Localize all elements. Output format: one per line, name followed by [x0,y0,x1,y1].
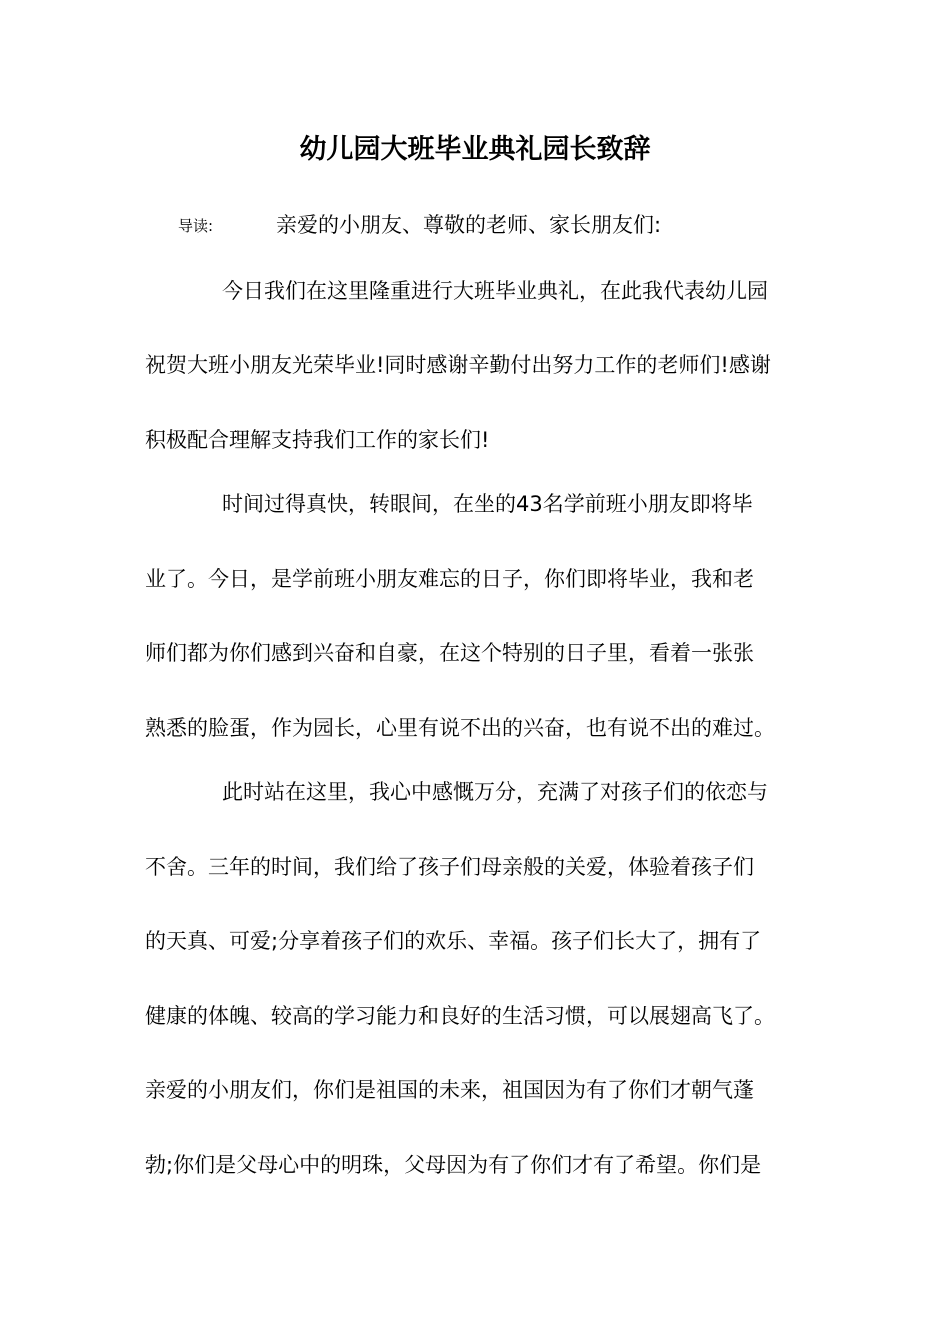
paragraph-line: 今日我们在这里隆重进行大班毕业典礼，在此我代表幼儿园 [222,279,768,303]
document-title: 幼儿园大班毕业典礼园长致辞 [299,134,651,165]
paragraph-line: 健康的体魄、较高的学习能力和良好的生活习惯，可以展翅高飞了。 [145,1004,775,1028]
paragraph-line: 熟悉的脸蛋，作为园长，心里有说不出的兴奋，也有说不出的难过。 [145,716,775,740]
paragraph-line: 业了。今日，是学前班小朋友难忘的日子，你们即将毕业，我和老 [145,567,754,591]
paragraph-line: 的天真、可爱;分享着孩子们的欢乐、幸福。孩子们长大了，拥有了 [145,929,762,953]
greeting-line: 亲爱的小朋友、尊敬的老师、家长朋友们: [276,213,662,237]
paragraph-line: 此时站在这里，我心中感慨万分，充满了对孩子们的依恋与 [222,780,768,804]
paragraph-line: 不舍。三年的时间，我们给了孩子们母亲般的关爱，体验着孩子们 [145,855,754,879]
intro-label: 导读: [178,217,214,235]
paragraph-line: 祝贺大班小朋友光荣毕业!同时感谢辛勤付出努力工作的老师们!感谢 [145,353,771,377]
paragraph-line: 时间过得真快，转眼间，在坐的43名学前班小朋友即将毕 [222,492,753,516]
paragraph-line: 亲爱的小朋友们，你们是祖国的未来，祖国因为有了你们才朝气蓬 [145,1078,754,1102]
paragraph-line: 积极配合理解支持我们工作的家长们! [145,428,490,452]
paragraph-line: 师们都为你们感到兴奋和自豪，在这个特别的日子里，看着一张张 [145,641,754,665]
paragraph-line: 勃;你们是父母心中的明珠，父母因为有了你们才有了希望。你们是 [145,1153,762,1177]
